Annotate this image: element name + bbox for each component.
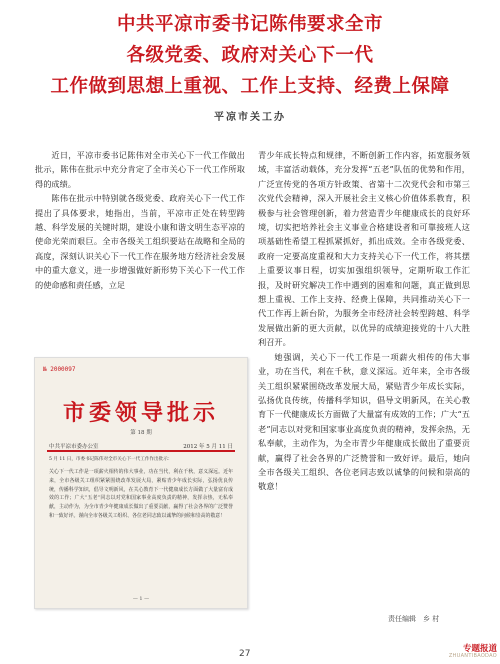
document-body: 关心下一代工作是一项薪火相传的伟大事业，功在当代，利在千秋，意义深远。近年来，全市各级关工组织紧紧围绕改革发展大局，紧贴青少年成长实际，弘扬优良传统，传播科学知识，倡导文明新风，在关心教育下一代健康成长方面做了大量富有成效的工作；广大“五老”同志以对党和国家事业高度负责的精神，发挥余热，无私奉献，主动作为，为全市青少年健康成长做出了重要贡献，赢得了社会各界的广泛赞誉和一致好评。谨向全市各级关工组织、各位老同志致以诚挚的问候和崇高的敬意！ — [49, 469, 233, 519]
editor-credit: 责任编辑 乡 村 — [388, 615, 440, 623]
document-issue: 第 18 期 — [130, 430, 152, 436]
document-title: 市委领导批示 — [62, 401, 219, 426]
paragraph: 近日，平凉市委书记陈伟对全市关心下一代工作做出批示，陈伟在批示中充分肯定了全市关心下一代工作所取得的成绩。 — [35, 150, 245, 189]
section-pinyin: ZHUANTIBAODAO — [448, 653, 497, 659]
document-serial-number: № 2000097 — [43, 366, 76, 373]
byline: 平凉市关工办 — [214, 112, 286, 123]
right-column — [258, 148, 470, 494]
paragraph: 陈伟在批示中特别就各级党委、政府关心下一代工作提出了具体要求，她指出，当前，平凉市正处在转型跨越、科学发展的关键时期，建设小康和谐文明生态平凉的使命光荣而艰巨。全市各级关工组织要站在战略和全局的高度，深刻认识关心下一代工作在服务地方经济社会发展中的重大意义，进一步增强做好新形势下关心下一代工作的使命感和责任感，立足 — [35, 193, 245, 290]
section-label: 专题报道 — [462, 644, 497, 654]
document-issuing-office: 中共平凉市委办公室 — [49, 444, 99, 450]
document-red-rule — [47, 450, 235, 452]
paragraph: 她强调，关心下一代工作是一项薪火相传的伟大事业，功在当代，利在千秋，意义深远。近年来，全市各级关工组织紧紧围绕改革发展大局，紧贴青少年成长实际，弘扬优良传统，传播科学知识，倡导文明新风，在关心教育下一代健康成长方面做了大量富有成效的工作；广大“五老”同志以对党和国家事业高度负责的精神，发挥余热，无私奉献，主动作为，为全市青少年健康成长做出了重要贡献，赢得了社会各界的广泛赞誉和一致好评。最后，她向全市各级关工组织、各位老同志致以诚挚的问候和崇高的敬意！ — [258, 351, 470, 492]
document-intro: 5 月 11 日，市委书记陈伟对全市关心下一代工作作出批示： — [49, 457, 173, 462]
headline-line-2: 各级党委、政府对关心下一代 — [126, 45, 374, 66]
headline-line-1: 中共平凉市委书记陈伟要求全市 — [116, 14, 383, 35]
headline-line-3: 工作做到思想上重视、工作上支持、经费上保障 — [50, 76, 450, 97]
document-page-number: — 1 — — [132, 596, 150, 602]
page-number: 27 — [239, 649, 251, 659]
document-date: 2012 年 5 月 11 日 — [183, 444, 233, 450]
paragraph: 青少年成长特点和规律，不断创新工作内容，拓宽服务领域，丰富活动载体，充分发挥“五老”队伍的优势和作用，广泛宣传党的各项方针政策、省第十二次党代会和市第三次党代会精神，深入开展社会主义核心价值体系教育，积极参与社会管理创新，着力营造青少年健康成长的良好环境，切实把培养社会主义事业合格建设者和可靠接班人这项基础性希望工程抓紧抓好，抓出成效。全市各级党委、政府一定要高度重视和大力支持关心下一代工作，将其摆上重要议事日程，切实加强组织领导，定期听取工作汇报，及时研究解决工作中遇到的困难和问题，真正做到思想上重视、工作上支持、经费上保障，共同推动关心下一代工作再上新台阶，为服务全市经济社会转型跨越、科学发展做出新的更大贡献，以优异的成绩迎接党的十八大胜利召开。 — [258, 150, 470, 348]
left-column — [35, 148, 245, 292]
instruction-document-image — [34, 357, 248, 609]
